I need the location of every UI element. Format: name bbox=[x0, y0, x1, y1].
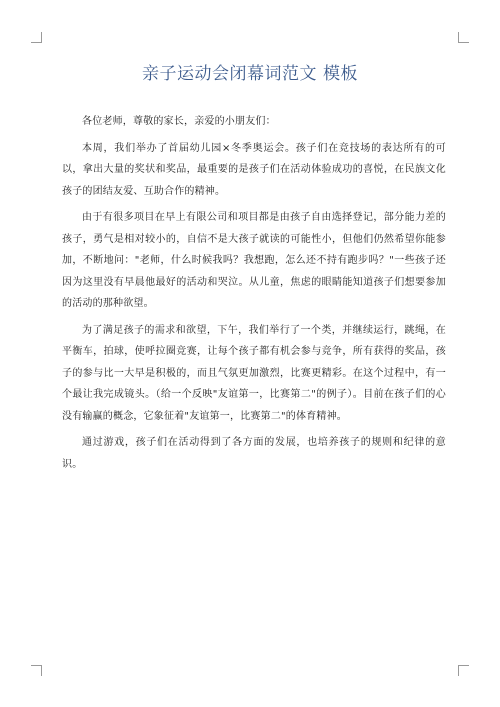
document-title: 亲子运动会闭幕词范文 模板 bbox=[142, 64, 358, 84]
crop-mark-top-left bbox=[31, 32, 42, 43]
crop-mark-bottom-left bbox=[31, 665, 42, 676]
crop-mark-bottom-right bbox=[458, 665, 469, 676]
body-paragraph: 为了满足孩子的需求和欲望，下午，我们举行了一个类，并继续运行，跳绳，在平衡车，拍球，使呼拉圈竞赛，让每个孩子都有机会参与竞争，所有获得的奖品，孩子的参与比一大早是积极的，而且气氛更加激烈，比赛更精彩。在这个过程中，有一个最让我完成镜头。（给一个反映"友谊第一，比赛第二"的例子）。目前在孩子们的心没有输赢的概念，它象征着"友谊第一，比赛第二"的体育精神。 bbox=[62, 324, 446, 422]
greeting-paragraph: 各位老师，尊敬的家长，亲爱的小朋友们： bbox=[82, 116, 276, 127]
body-paragraph: 由于有很多项目在早上有限公司和项目都是由孩子自由选择登记，部分能力差的孩子，勇气是相对较小的，自信不是大孩子就读的可能性小，但他们仍然希望你能参加，不断地问："老师，什么时候我吗？我想跑，怎么还不持有跑步吗？"一些孩子还因为这里没有早晨他最好的活动和哭泣。从儿童，焦虑的眼睛能知道孩子们想要参加的活动的那种欲望。 bbox=[62, 212, 446, 309]
document-body bbox=[62, 111, 446, 480]
body-paragraph: 本周，我们举办了首届幼儿园×冬季奥运会。孩子们在竞技场的表达所有的可以，拿出大量的奖状和奖品，最重要的是孩子们在活动体验成功的喜悦，在民族文化孩子的团结友爱、互助合作的精神。 bbox=[62, 142, 446, 197]
body-paragraph: 通过游戏，孩子们在活动得到了各方面的发展，也培养孩子的规则和纪律的意识。 bbox=[62, 437, 446, 470]
crop-mark-top-right bbox=[458, 32, 469, 43]
